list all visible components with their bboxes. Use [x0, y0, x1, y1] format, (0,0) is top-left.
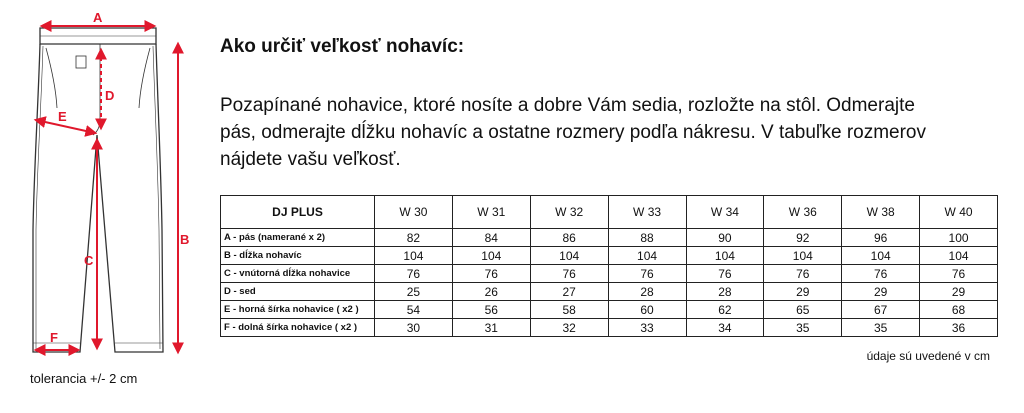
table-row	[221, 301, 998, 319]
label-e: E	[58, 109, 67, 124]
table-cell: 36	[920, 319, 998, 337]
table-cell: 67	[842, 301, 920, 319]
label-c: C	[84, 253, 94, 268]
table-cell: 76	[608, 265, 686, 283]
table-cell: 96	[842, 229, 920, 247]
table-cell: 82	[375, 229, 453, 247]
table-cell: 76	[530, 265, 608, 283]
table-cell: 56	[452, 301, 530, 319]
label-b: B	[180, 232, 190, 247]
table-cell: 104	[842, 247, 920, 265]
table-row	[221, 319, 998, 337]
table-cell: 84	[452, 229, 530, 247]
table-cell: 28	[608, 283, 686, 301]
table-cell: 76	[375, 265, 453, 283]
table-cell: 90	[686, 229, 764, 247]
table-cell: 34	[686, 319, 764, 337]
table-cell: 28	[686, 283, 764, 301]
table-cell: 104	[452, 247, 530, 265]
table-cell: 29	[842, 283, 920, 301]
table-cell: 76	[686, 265, 764, 283]
size-table	[220, 195, 998, 337]
table-cell: 30	[375, 319, 453, 337]
table-corner: DJ PLUS	[221, 196, 375, 229]
table-cell: 35	[842, 319, 920, 337]
row-label: F - dolná šírka nohavice ( x2 )	[221, 319, 375, 337]
row-label: D - sed	[221, 283, 375, 301]
table-cell: 104	[375, 247, 453, 265]
row-label: C - vnútorná dĺžka nohavice	[221, 265, 375, 283]
column-header: W 31	[452, 196, 530, 229]
column-header: W 33	[608, 196, 686, 229]
table-cell: 54	[375, 301, 453, 319]
table-cell: 76	[920, 265, 998, 283]
column-header: W 40	[920, 196, 998, 229]
table-cell: 104	[920, 247, 998, 265]
page-title: Ako určiť veľkosť nohavíc:	[220, 36, 465, 57]
column-header: W 38	[842, 196, 920, 229]
table-cell: 88	[608, 229, 686, 247]
table-cell: 60	[608, 301, 686, 319]
table-cell: 65	[764, 301, 842, 319]
column-header: W 32	[530, 196, 608, 229]
table-row	[221, 265, 998, 283]
table-cell: 31	[452, 319, 530, 337]
table-cell: 58	[530, 301, 608, 319]
row-label: E - horná šírka nohavice ( x2 )	[221, 301, 375, 319]
table-row	[221, 247, 998, 265]
pants-diagram	[0, 0, 210, 413]
table-cell: 27	[530, 283, 608, 301]
table-cell: 76	[842, 265, 920, 283]
table-cell: 104	[686, 247, 764, 265]
label-a: A	[93, 10, 103, 25]
table-row	[221, 229, 998, 247]
column-header: W 34	[686, 196, 764, 229]
row-label: B - dĺžka nohavíc	[221, 247, 375, 265]
table-row	[221, 283, 998, 301]
table-cell: 32	[530, 319, 608, 337]
table-cell: 76	[764, 265, 842, 283]
label-d: D	[105, 88, 115, 103]
units-note: údaje sú uvedené v cm	[866, 349, 990, 363]
table-cell: 104	[530, 247, 608, 265]
table-cell: 26	[452, 283, 530, 301]
table-cell: 92	[764, 229, 842, 247]
table-cell: 33	[608, 319, 686, 337]
table-cell: 86	[530, 229, 608, 247]
label-f: F	[50, 330, 58, 345]
intro-text: Pozapínané nohavice, ktoré nosíte a dobre Vám sedia, rozložte na stôl. Odmerajte pás, odmerajte dĺžku nohavíc a ostatne rozmery podľa nákresu. V tabuľke rozmerov nájdete vašu veľkosť.	[220, 95, 926, 170]
row-label: A - pás (namerané x 2)	[221, 229, 375, 247]
table-cell: 68	[920, 301, 998, 319]
table-cell: 62	[686, 301, 764, 319]
table-header-row	[221, 196, 998, 229]
table-cell: 100	[920, 229, 998, 247]
column-header: W 36	[764, 196, 842, 229]
table-cell: 29	[920, 283, 998, 301]
table-cell: 29	[764, 283, 842, 301]
table-cell: 25	[375, 283, 453, 301]
table-cell: 104	[608, 247, 686, 265]
table-cell: 76	[452, 265, 530, 283]
tolerance-note: tolerancia +/- 2 cm	[30, 371, 138, 386]
column-header: W 30	[375, 196, 453, 229]
table-cell: 35	[764, 319, 842, 337]
table-cell: 104	[764, 247, 842, 265]
